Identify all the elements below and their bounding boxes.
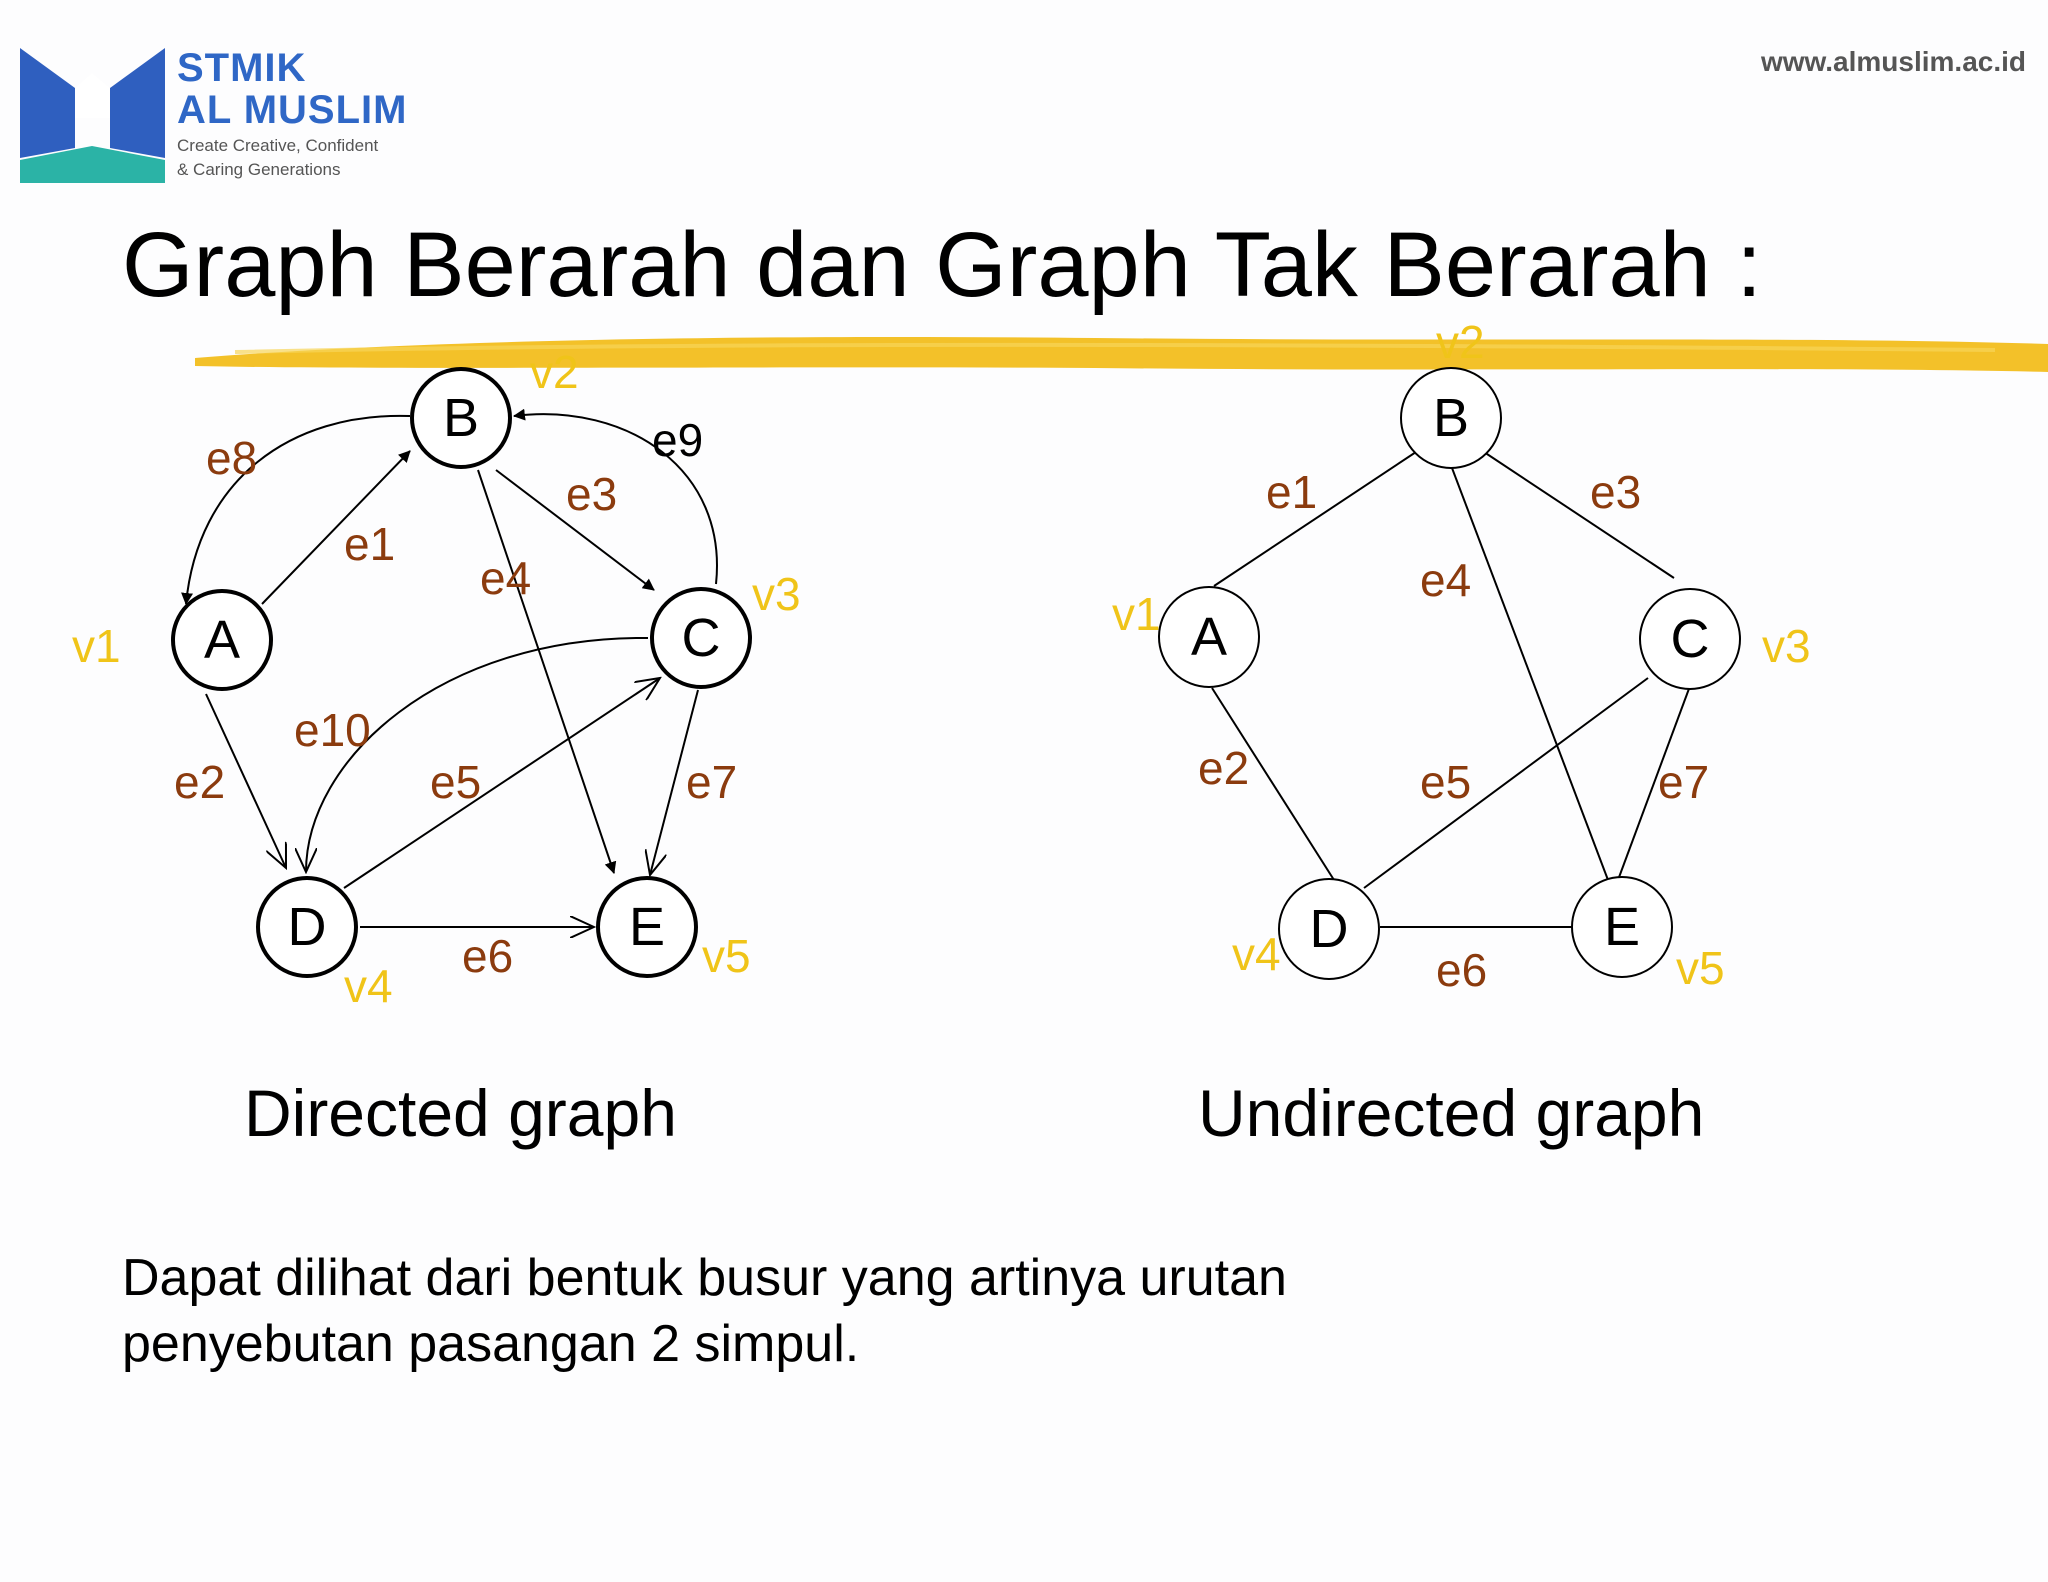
undirected-edge-label-e4: e4 [1420,554,1472,606]
undirected-edge-e4 [1452,468,1608,880]
undirected-edge-label-e1: e1 [1266,466,1318,518]
undirected-node-label-B: B [1432,388,1470,448]
directed-vertex-label-v1: v1 [72,620,121,672]
directed-vertex-label-v4: v4 [344,960,393,1012]
undirected-edge-e3 [1484,452,1674,578]
directed-edges [186,414,717,927]
undirected-edge-label-e2: e2 [1198,742,1250,794]
undirected-node-label-D: D [1309,899,1349,959]
directed-edge-label-e9: e9 [652,414,704,466]
directed-edge-e4 [478,470,614,873]
undirected-edge-label-e5: e5 [1420,756,1472,808]
undirected-node-label-C: C [1670,609,1710,669]
directed-edge-e5 [344,678,660,888]
undirected-node-label-E: E [1603,897,1641,957]
logo-tagline-line2: & Caring Generations [177,160,341,179]
slide-title: Graph Berarah dan Graph Tak Berarah : [122,214,1762,316]
directed-edge-label-e5: e5 [430,756,482,808]
directed-vertex-label-v5: v5 [702,930,751,982]
undirected-edge-label-e3: e3 [1590,466,1642,518]
body-text [122,1245,1622,1377]
undirected-nodes [1159,368,1740,979]
undirected-graph-caption: Undirected graph [1198,1076,1705,1150]
body-text-line2: penyebutan pasangan 2 simpul. [122,1315,860,1373]
undirected-vertex-label-v3: v3 [1762,620,1811,672]
undirected-edge-e5 [1364,678,1648,888]
logo-title-line1: STMIK [177,46,307,90]
directed-edge-label-e4: e4 [480,552,532,604]
site-url: www.almuslim.ac.id [1760,46,2026,77]
directed-edge-label-e8: e8 [206,432,258,484]
body-text-line1: Dapat dilihat dari bentuk busur yang artinya urutan [122,1249,1287,1307]
undirected-vertex-label-v1: v1 [1112,588,1161,640]
directed-node-label-D: D [287,897,327,957]
directed-edge-label-e6: e6 [462,930,514,982]
undirected-vertex-label-v4: v4 [1232,928,1281,980]
logo-title-line2: AL MUSLIM [177,88,408,132]
directed-node-label-A: A [203,610,241,670]
directed-node-label-C: C [681,608,721,668]
directed-node-label-B: B [442,388,480,448]
undirected-vertex-label-v5: v5 [1676,942,1725,994]
directed-edge-label-e2: e2 [174,756,226,808]
undirected-edge-label-e6: e6 [1436,944,1488,996]
undirected-edges [1212,452,1690,927]
directed-vertex-label-v2: v2 [530,346,579,398]
undirected-node-label-A: A [1190,607,1228,667]
directed-edge-label-e10: e10 [294,704,371,756]
directed-vertex-label-v3: v3 [752,568,801,620]
directed-edge-label-e1: e1 [344,518,396,570]
undirected-vertex-label-v2: v2 [1436,316,1485,368]
directed-edge-label-e3: e3 [566,468,618,520]
logo-tagline-line1: Create Creative, Confident [177,136,379,155]
directed-node-label-E: E [628,897,666,957]
directed-edge-label-e7: e7 [686,756,738,808]
directed-graph-caption: Directed graph [244,1076,677,1150]
undirected-edge-label-e7: e7 [1658,756,1710,808]
